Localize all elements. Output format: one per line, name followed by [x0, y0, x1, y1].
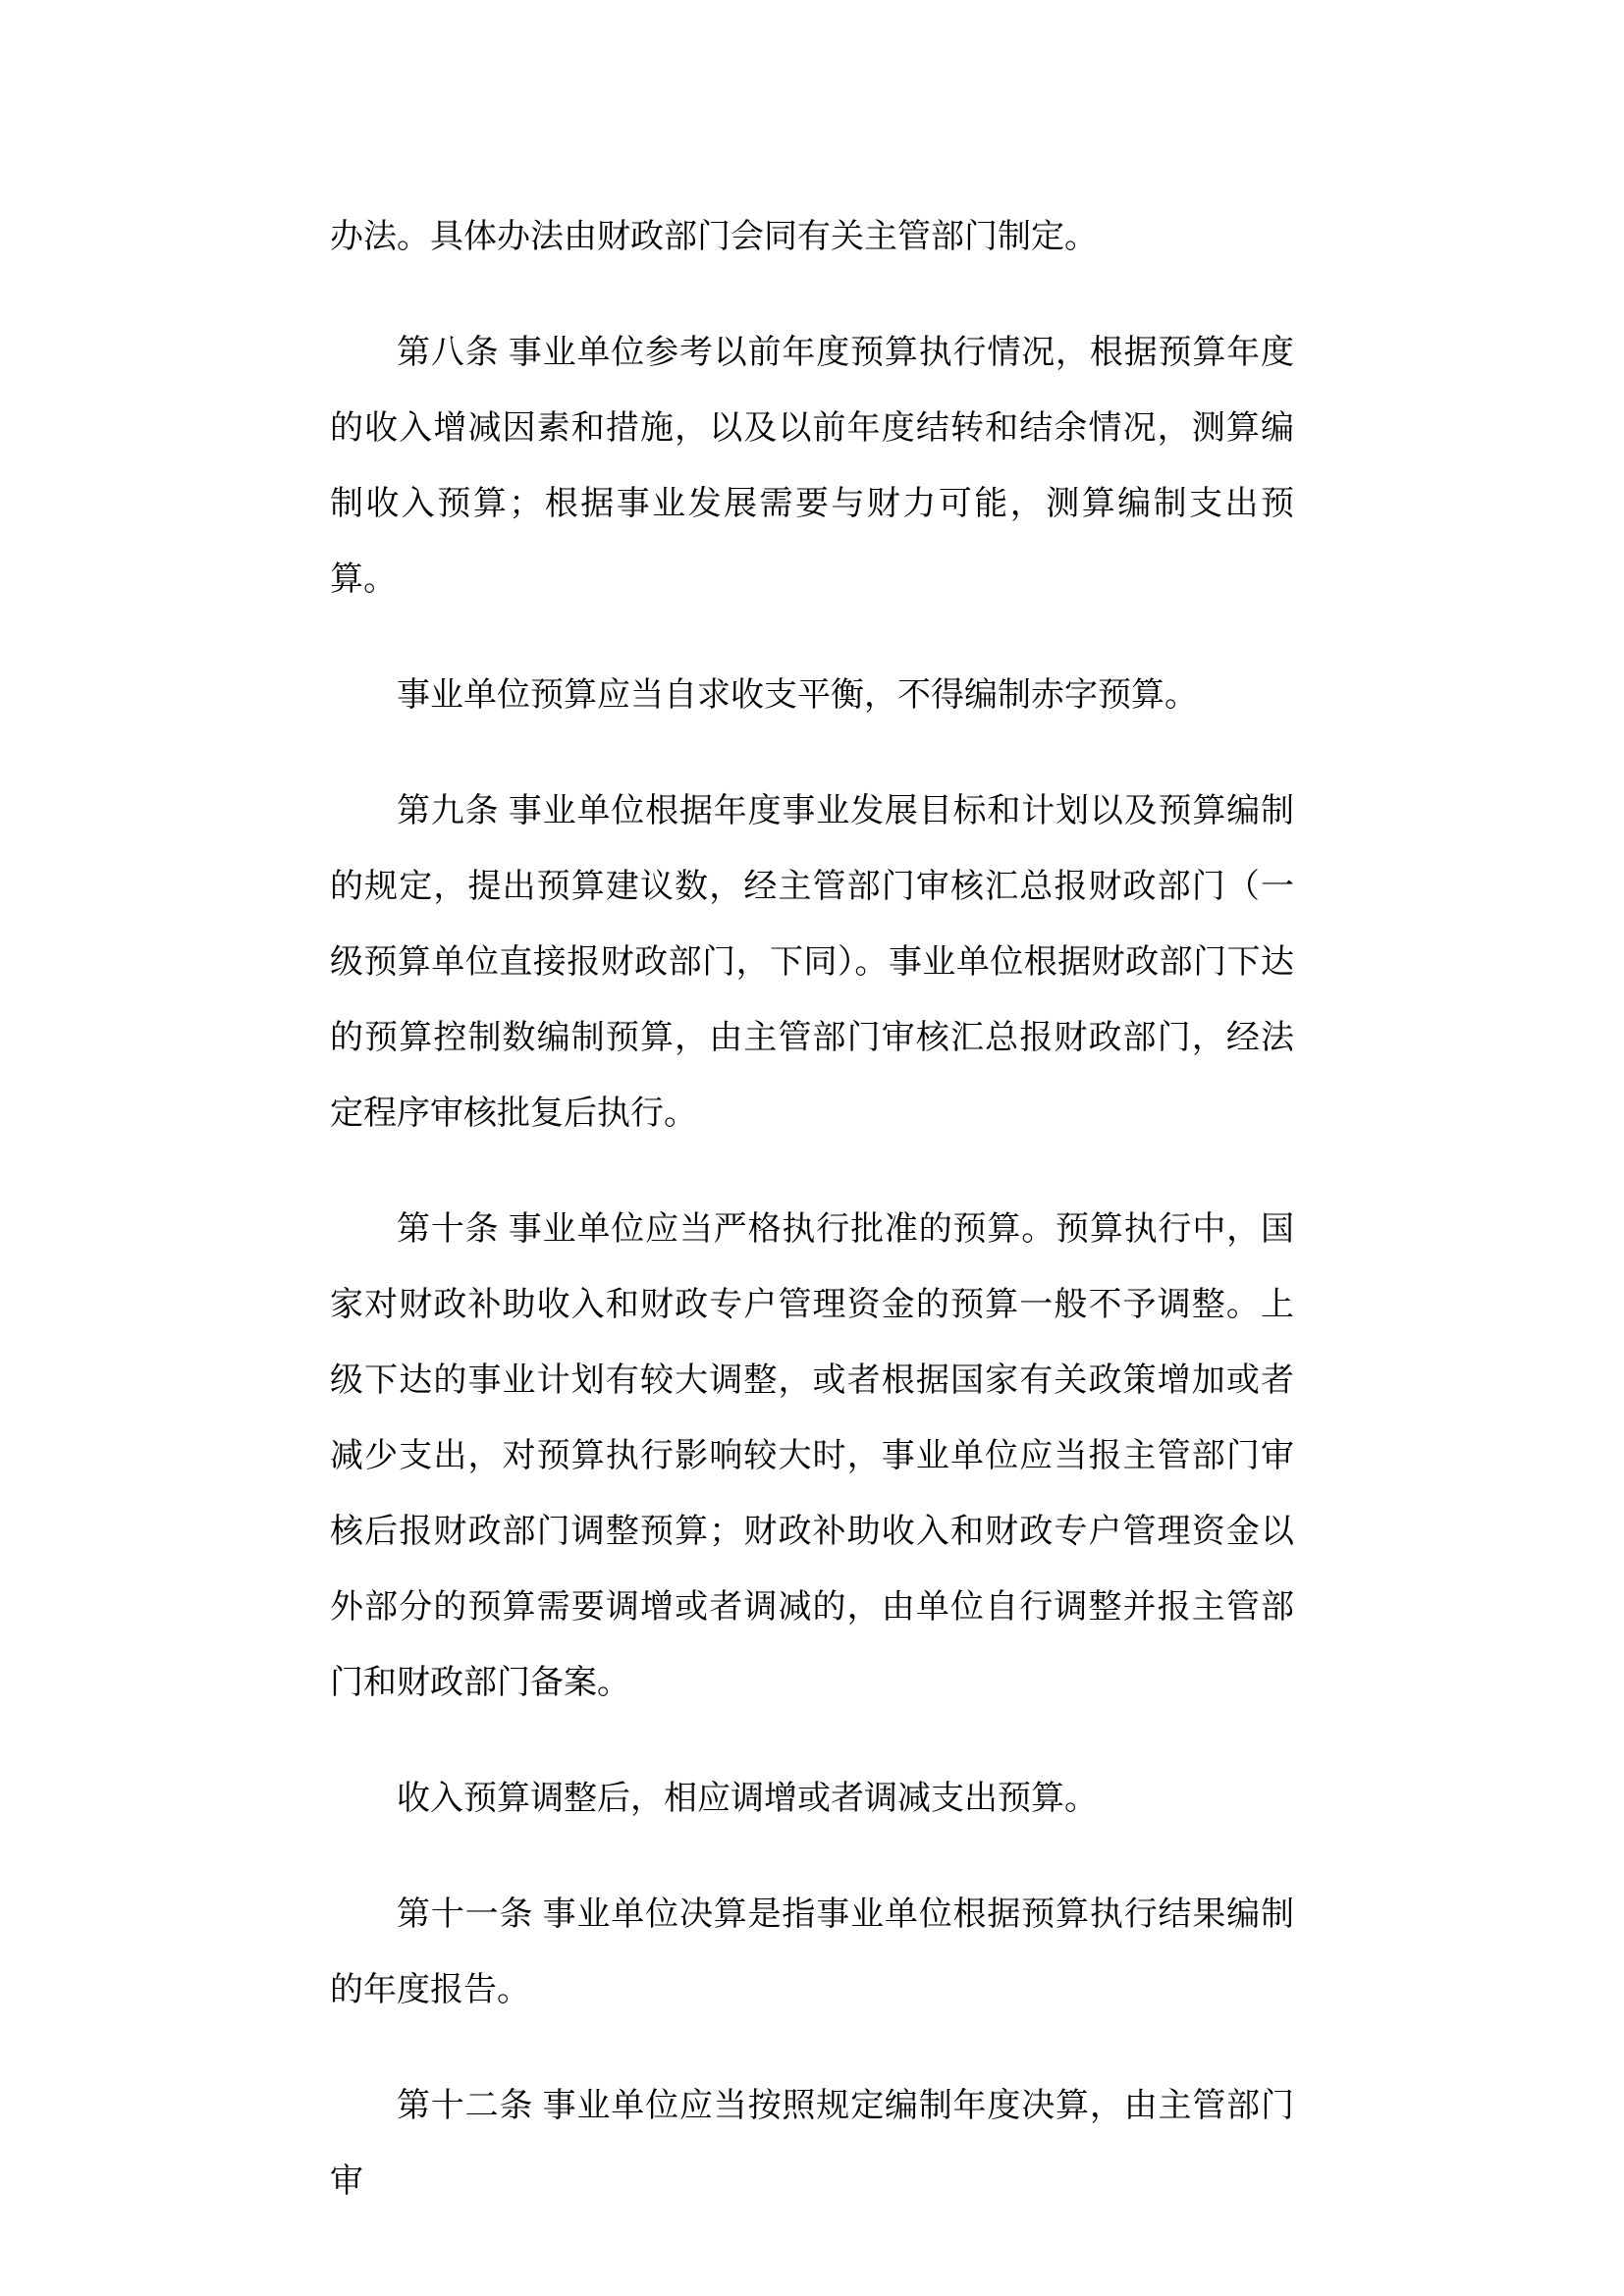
paragraph-continuation: 办法。具体办法由财政部门会同有关主管部门制定。 — [330, 219, 1098, 255]
paragraph-article-8-clause-2: 事业单位预算应当自求收支平衡，不得编制赤字预算。 — [397, 677, 1198, 714]
paragraph-article-10-clause-2: 收入预算调整后，相应调增或者调减支出预算。 — [397, 1781, 1098, 1817]
paragraph-article-11: 第十一条 事业单位决算是指事业单位根据预算执行结果编制的年度报告。 — [330, 1896, 1294, 2008]
document-text-block — [330, 199, 1294, 2219]
paragraph-article-10: 第十条 事业单位应当严格执行批准的预算。预算执行中，国家对财政补助收入和财政专户管理资金的预算一般不予调整。上级下达的事业计划有较大调整，或者根据国家有关政策增加或者减少支出，对预算执行影响较大时，事业单位应当报主管部门审核后报财政部门调整预算；财政补助收入和财政专户管理资金以外部分的预算需要调增或者调减的，由单位自行调整并报主管部门和财政部门备案。 — [330, 1211, 1294, 1701]
paragraph-article-12: 第十二条 事业单位应当按照规定编制年度决算，由主管部门审 — [330, 2088, 1294, 2200]
paragraph-article-8: 第八条 事业单位参考以前年度预算执行情况，根据预算年度的收入增减因素和措施，以及以前年度结转和结余情况，测算编制收入预算；根据事业发展需要与财力可能，测算编制支出预算。 — [330, 335, 1294, 598]
paragraph-article-9: 第九条 事业单位根据年度事业发展目标和计划以及预算编制的规定，提出预算建议数，经主管部门审核汇总报财政部门（一级预算单位直接报财政部门，下同）。事业单位根据财政部门下达的预算控制数编制预算，由主管部门审核汇总报财政部门，经法定程序审核批复后执行。 — [330, 793, 1294, 1132]
